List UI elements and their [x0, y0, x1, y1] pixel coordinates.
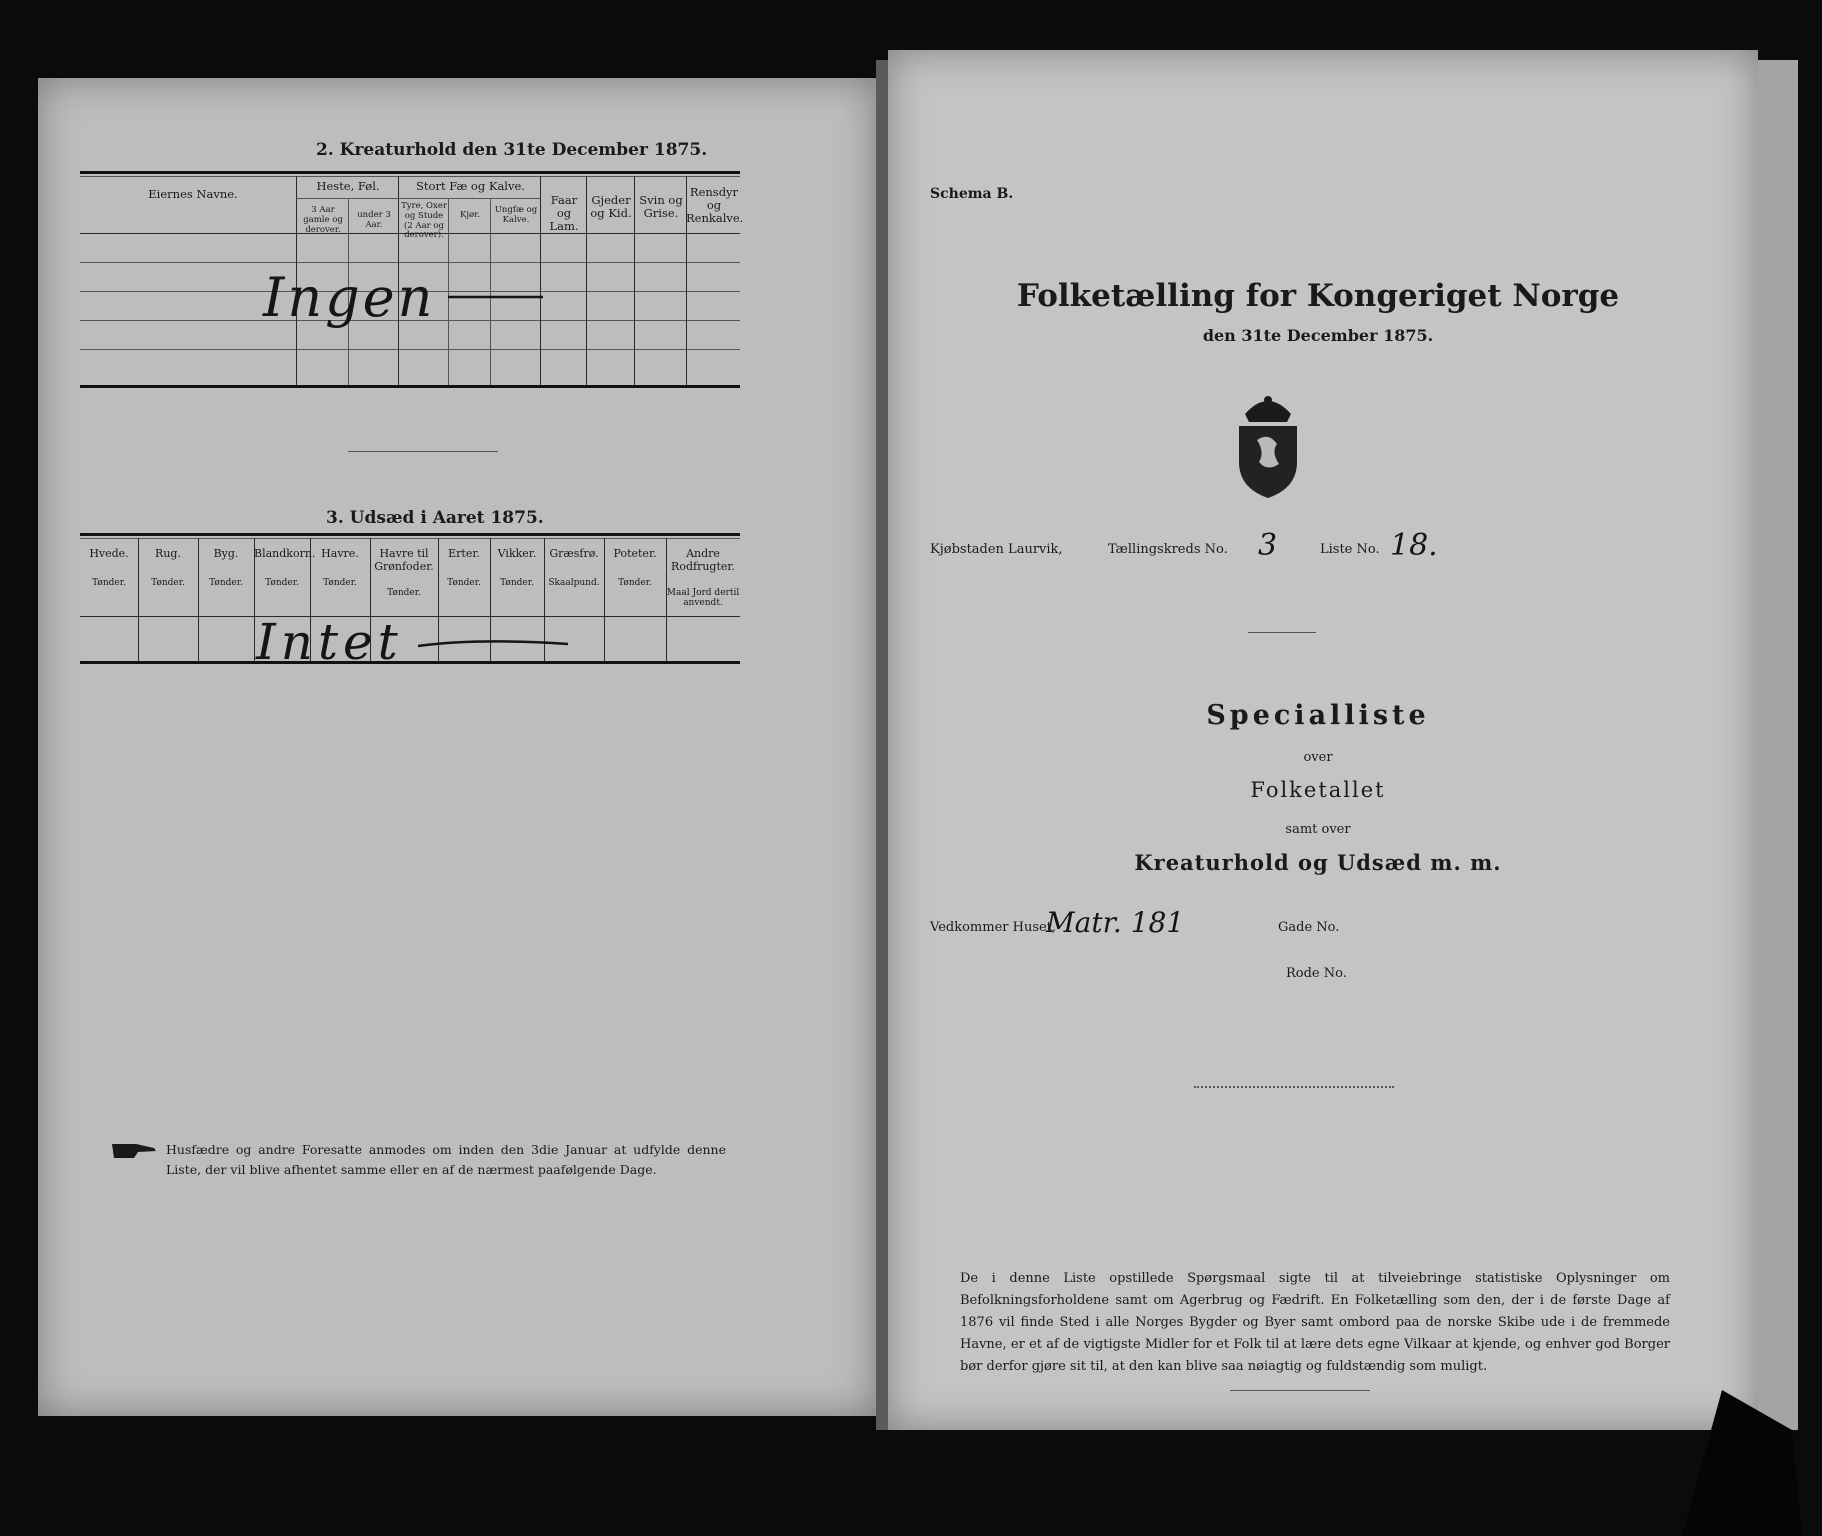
over-label: over	[1303, 750, 1333, 765]
table3-header-3: Blandkorn.	[254, 547, 316, 560]
header-reindeer: Rensdyr og Renkalve.	[686, 185, 744, 226]
table2-col-line	[540, 176, 541, 385]
table3-header-10: Andre Rodfrugter.	[671, 547, 735, 573]
header-horses: Heste, Føl.	[316, 179, 380, 193]
table3-header-6: Erter.	[448, 547, 480, 560]
table3-unit-5: Tønder.	[387, 588, 421, 598]
huset-value: Matr. 181	[1046, 906, 1185, 939]
header-horses-sub1: 3 Aar gamle og derover.	[303, 205, 343, 235]
kreds-label: Tællingskreds No.	[1108, 542, 1228, 557]
table3-unit-6: Tønder.	[447, 578, 481, 588]
header-horses-sub2: under 3 Aar.	[357, 210, 391, 230]
separator	[1248, 632, 1316, 633]
header-sheep: Faar og Lam.	[549, 193, 579, 234]
table3-header-2: Byg.	[213, 547, 239, 560]
instruction-paragraph: De i denne Liste opstillede Spørgsmaal sigte til at tilveiebringe statistiske Oplysninger om Befolkningsforholdene samt om Agerbrug og Fædrift. En Folketælling som den, der i de første Dage af 1876 vil finde Sted i alle Norges Bygder og Byer samt ombord paa de norske Skibe ude i de fremmede Havne, er et af de vigtigste Midler for et Folk til at lære dets egne Vilkaar at kjende, og enhver god Borger bør derfor gjøre sit til, at den kan blive saa nøiagtig og fuldstændig som muligt.	[960, 1271, 1670, 1374]
table2-top-rule2	[80, 176, 740, 177]
heading-specialliste: Specialliste	[1206, 700, 1430, 731]
pointing-hand-icon	[110, 1140, 158, 1162]
table3-unit-3: Tønder.	[265, 578, 299, 588]
table2-col-line	[634, 176, 635, 385]
table3-header-7: Vikker.	[497, 547, 537, 560]
header-pigs: Svin og Grise.	[639, 193, 683, 221]
table3-top-rule2	[80, 538, 740, 539]
table2-col-line	[586, 176, 587, 385]
table3-unit-0: Tønder.	[92, 578, 126, 588]
table3-unit-4: Tønder.	[323, 578, 357, 588]
header-goats: Gjeder og Kid.	[590, 193, 632, 221]
separator	[1194, 1086, 1394, 1088]
gade-no-label: Gade No.	[1278, 920, 1340, 935]
ingen-dash	[448, 293, 548, 303]
schema-label: Schema B.	[930, 186, 1014, 202]
table3-top-rule	[80, 533, 740, 536]
table3-unit-10: Maal Jord dertil anvendt.	[666, 588, 740, 608]
table2-col-line	[490, 198, 491, 385]
header-cattle-sub3: Ungfæ og Kalve.	[494, 205, 538, 225]
header-cattle-sub2: Kjør.	[460, 210, 480, 220]
table2-top-rule	[80, 171, 740, 174]
handwritten-ingen: Ingen	[263, 266, 436, 329]
table3-header-5: Havre til Grønfoder.	[374, 547, 434, 573]
rode-no-label: Rode No.	[1286, 966, 1347, 981]
heading-folketallet: Folketallet	[1250, 778, 1386, 802]
table2-row-rule	[80, 262, 740, 263]
vedkommer-label: Vedkommer Huset,	[930, 920, 1057, 935]
notice-text: Husfædre og andre Foresatte anmodes om inden den 3die Januar at udfylde denne Liste, der vil blive afhentet samme eller en af de nærmest paafølgende Dage.	[166, 1142, 726, 1177]
section3-title: 3. Udsæd i Aaret 1875.	[326, 508, 544, 528]
right-page	[888, 50, 1758, 1430]
header-cattle-sub1: Tyre, Oxer og Stude (2 Aar og derover).	[401, 201, 447, 241]
liste-number: 18.	[1390, 528, 1438, 563]
separator	[1230, 1390, 1370, 1391]
table3-header-8: Græsfrø.	[549, 547, 599, 560]
left-page	[38, 78, 876, 1416]
table3-unit-9: Tønder.	[618, 578, 652, 588]
table3-header-9: Poteter.	[613, 547, 657, 560]
table3-unit-2: Tønder.	[209, 578, 243, 588]
table2-row-rule	[80, 349, 740, 350]
separator	[348, 451, 498, 452]
samt-over-label: samt over	[1285, 822, 1351, 837]
table3-bottom-rule	[80, 661, 740, 664]
header-owner: Eiernes Navne.	[148, 187, 238, 201]
intet-dash	[418, 636, 578, 656]
table3-unit-7: Tønder.	[500, 578, 534, 588]
coat-of-arms-icon	[1235, 392, 1301, 500]
kreds-number: 3	[1258, 528, 1278, 563]
table2-bottom-rule	[80, 385, 740, 388]
clip-shadow	[1682, 1390, 1802, 1536]
table3-header-0: Hvede.	[89, 547, 129, 560]
subtitle: den 31te December 1875.	[1202, 326, 1434, 345]
handwritten-intet: Intet	[256, 613, 403, 671]
table2-col-line	[448, 198, 449, 385]
table3-header-rule	[80, 616, 740, 617]
main-title: Folketælling for Kongeriget Norge	[1016, 278, 1620, 314]
table3-unit-8: Skaalpund.	[548, 578, 600, 588]
table3-header-4: Havre.	[321, 547, 359, 560]
liste-label: Liste No.	[1320, 542, 1380, 557]
table2-subheader-rule	[296, 198, 540, 199]
binding-gutter	[876, 60, 888, 1430]
heading-kreatur: Kreaturhold og Udsæd m. m.	[1134, 850, 1502, 875]
kjobstad-label: Kjøbstaden Laurvik,	[930, 542, 1063, 557]
table3-header-1: Rug.	[155, 547, 181, 560]
header-cattle: Stort Fæ og Kalve.	[416, 179, 525, 193]
page-stack-edge	[1758, 60, 1798, 1430]
section2-title: 2. Kreaturhold den 31te December 1875.	[316, 140, 708, 160]
table3-unit-1: Tønder.	[151, 578, 185, 588]
